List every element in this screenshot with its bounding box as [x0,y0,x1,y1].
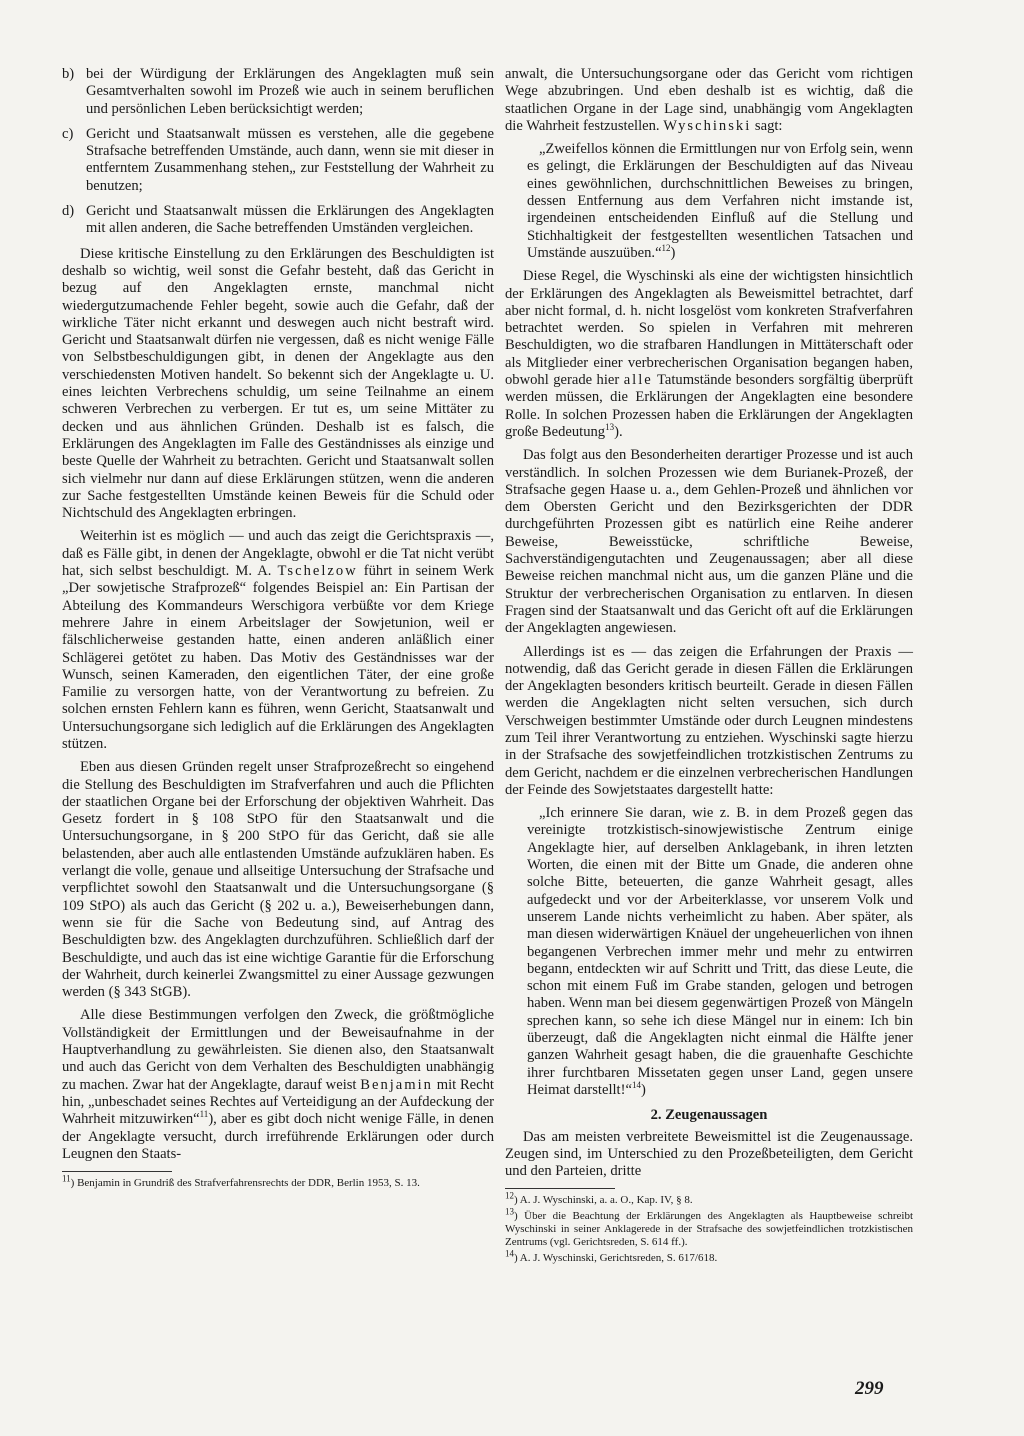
footnote [505,1206,913,1249]
paragraph: Das folgt aus den Besonderheiten derartiger Prozesse und ist auch verständlich. In solchen Prozessen wie dem Burianek-Prozeß, der Strafsache gegen Haase u. a., dem Gehlen-Prozeß und ähnlichen vor dem Obersten Gericht und den Bezirksgerichten der DDR durchgeführten Prozessen gibt es natürlich eine Reihe anderer Beweise, Beweisstücke, schriftliche Beweise, Sachverständigengutachten und Zeugenaussagen; aber all diese Beweise reichen manchmal nicht aus, um die ganzen Pläne und die Struktur der verbrecherischen Organisation zu entlarven. In diesen Fragen sind der Staatsanwalt und das Gericht oft auf die Erklärungen der Angeklagten angewiesen. [505,447,913,637]
text-run: anwalt, die Untersuchungsorgane oder das Gericht vom richtigen Wege abzubringen. Und eben deshalb ist es wichtig, daß die staatlichen Organe in der Lage sind, unabhängig vom Angeklagten die Wahrheit festzustellen. [505,66,913,134]
right-column [505,66,913,1268]
footnote-divider [62,1171,172,1172]
footnote-text: ) Benjamin in Grundriß des Strafverfahrensrechts der DDR, Berlin 1953, S. 13. [70,1177,420,1190]
page-number: 299 [855,1378,884,1399]
paragraph: Das am meisten verbreitete Beweismittel ist die Zeugenaussage. Zeugen sind, im Unterschied zu den Prozeßbeteiligten, dem Gericht und den Parteien, dritte [505,1128,913,1180]
author-name: Tschelzow [277,563,358,580]
left-column [62,66,494,1193]
footnote-number: 13 [505,1206,514,1217]
footnote [505,1190,913,1207]
list-text: Gericht und Staatsanwalt müssen es verstehen, alle die gegebene Strafsache betreffenden Umstände, auch dann, wenn sie mit dieser in entferntem Zusammenhang stehen„ zur Feststellung der Wahrheit zu benutzen; [86,125,494,194]
paragraph [62,528,494,753]
text-run: ) [640,1081,646,1098]
block-quote [527,141,913,262]
footnotes-right [505,1190,913,1265]
footnote-number: 12 [505,1190,514,1201]
list-marker: d) [62,203,75,220]
text-run: sagt: [751,117,783,134]
text-run: Weiterhin ist es möglich — und auch das zeigt die Gerichtspraxis —, daß es Fälle gibt, in denen der Angeklagte, obwohl er die Tat nicht verübt hat, sich selbst beschuldigt. M. A. [62,528,494,580]
footnote-ref: 14 [631,1080,641,1091]
text-run: ) [670,244,676,261]
paragraph: Diese kritische Einstellung zu den Erklärungen des Beschuldigten ist deshalb so wichtig, weil sonst die Gefahr besteht, daß das Gericht in bezug auf den Angeklagten ernste, manchmal nicht wiedergutzumachende Fehler begeht, sowie auch die Gefahr, daß der wirkliche Täter nicht erkannt und deswegen auch nicht bestraft wird. Gericht und Staatsanwalt dürfen nie vergessen, daß es nicht wenige Fälle von Selbstbeschuldigungen gibt, in denen der Angeklagte aus den verschiedensten Motiven handelt. So bekennt sich der Angeklagte u. U. eines leichten Verbrechens schuldig, um seine Teilnahme an einem schweren Verbrechen zu verbergen. Er tut es, um seine Mittäter zu decken und aus ähnlichen Gründen. Deshalb ist es falsch, die Erklärungen des Angeklagten im Falle des Geständnisses als einzige und beste Quelle der Wahrheit zu betrachten. Gericht und Staatsanwalt sollen sich vielmehr nur dann auf diese Erklärungen stützen, wenn die anderen zur Sache festgestellten Umstände keinen Beweis für die Schuld oder Nichtschuld des Angeklagten erbringen. [62,245,494,522]
footnote-text: ) A. J. Wyschinski, Gerichtsreden, S. 617/618. [514,1252,718,1265]
emphasis: alle [623,372,653,389]
footnote-text: ) Über die Beachtung der Erklärungen des Angeklagten als Hauptbeweise schreibt Wyschinski in seiner Anklagerede in der Strafsache des sowjetfeindlichen trotzkistischen Zentrums (vgl. Gerichtsreden, S. 614 ff.). [505,1210,913,1249]
text-run: Diese Regel, die Wyschinski als eine der wichtigsten hinsichtlich der Erklärungen des Angeklagten als Beweismittel betrachtet, darf aber nicht formal, d. h. nicht losgelöst vom konkreten Strafverfahren betrachtet werden. So spielen in Verfahren mit mehreren Beschuldigten, wo die strafbaren Handlungen in Mittäterschaft oder als Mitglieder einer verbrecherischen Organisation begangen haben, obwohl gerade hier [505,268,913,389]
text-run: mit Recht hin, „unbeschadet seines Rechtes auf Verteidigung an der Aufdeckung der Wahrheit mitzuwirken“ [62,1076,494,1128]
text-run: Alle diese Bestimmungen verfolgen den Zweck, die größtmögliche Vollständigkeit der Ermittlungen und der Beweisaufnahme in der Hauptverhandlung zu gewährleisten. Sie dienen also, den Staatsanwalt und auch das Gericht von dem Verhalten des Beschuldigten unabhängig zu machen. Zwar hat der Angeklagte, darauf weist [62,1007,494,1093]
author-name: Benjamin [360,1076,433,1093]
paragraph: Allerdings ist es — das zeigen die Erfahrungen der Praxis — notwendig, daß das Gericht gerade in diesen Fällen die Erklärungen der Angeklagten besonders kritisch beurteilt. Gerade in diesen Fällen werden die Angeklagten nicht selten versuchen, sich durch Verschweigen bestimmter Umstände oder durch Leugnen mindestens zum Teil ihrer Verantwortung zu entziehen. Wyschinski sagte hierzu in der Strafsache des sowjetfeindlichen trotzkistischen Zentrums zu dem Gericht, nachdem er die einzelnen verbrecherischen Handlungen der Feinde des Sowjetstaates dargestellt hatte: [505,643,913,798]
footnote-ref: 13 [605,422,615,433]
quote-text: „Ich erinnere Sie daran, wie z. B. in dem Prozeß gegen das vereinigte trotzkistisch-sinowjewistische Zentrum einige Angeklagte hier, auf derselben Anklagebank, in ihren letzten Worten, die einen mit der Bitte um Gnade, die anderen ohne solche Bitte, beteuerten, die ganze Wahrheit gesagt, alles aufgedeckt und vor der Arbeiterklasse, vor unserem Volk und unserem Lande nichts verheimlicht zu haben. Aber später, als man diesen widerwärtigen Knäuel der ungeheuerlichen von ihnen begangenen Verbrechen immer mehr und mehr zu entwirren begann, entdeckten wir auf Schritt und Tritt, das diese Leute, die schon mit einem Fuß im Grabe standen, gelogen und betrogen haben. Wenn man bei diesem gegenwärtigen Prozeß von Mängeln sprechen kann, so sehe ich diese Mängel nur in einem: Ich bin überzeugt, daß die Angeklagten nicht einmal die Hälfte jener ganzen Wahrheit gesagt haben, die die grauenhafte Geschichte ihrer furchtbaren Missetaten gegen unser Land, gegen unsere Heimat darstellt!“ [527,805,913,1098]
list-item [62,126,494,195]
paragraph [505,268,913,441]
list-text: bei der Würdigung der Erklärungen des Angeklagten muß sein Gesamtverhalten sowohl im Prozeß wie auch in seinem beruflichen und persönlichen Leben berücksichtigt werden; [86,66,494,117]
list-marker: b) [62,66,75,82]
footnote-text: ) A. J. Wyschinski, a. a. O., Kap. IV, § 8. [514,1194,693,1207]
paragraph: Eben aus diesen Gründen regelt unser Strafprozeßrecht so eingehend die Stellung des Beschuldigten im Strafverfahren und auch die Pflichten der staatlichen Organe bei der Erforschung der objektiven Wahrheit. Das Gesetz fordert in § 108 StPO für den Staatsanwalt und die Untersuchungsorgane, in § 200 StPO für das Gericht, daß sie alle belastenden, aber auch alle entlastenden Umstände aufzuklären haben. Es verlangt die volle, genaue und allseitige Untersuchung der Strafsache und verpflichtet sowohl den Staatsanwalt und die Untersuchungsorgane (§ 109 StPO) als auch das Gericht (§ 202 u. a.), Beweiserhebungen dann, wenn sie für die Sache von Bedeutung sind, auf Antrag des Beschuldigten bzw. des Angeklagten durchzuführen. Schließlich darf der Beschuldigte, und auch das ist eine wichtige Garantie für die Erforschung der Wahrheit, durch keinerlei Zwangsmittel zu einer Aussage gezwungen werden (§ 343 StGB). [62,759,494,1001]
text-run: ), aber es gibt doch nicht wenige Fälle, in denen der Angeklagte versucht, durch irreführende Erklärungen oder durch Leugnen den Staats- [62,1111,494,1162]
footnote-ref: 12 [661,243,671,254]
footnotes-left [62,1173,494,1190]
footnote [62,1173,494,1190]
list-marker: c) [62,125,74,142]
paragraph [62,1007,494,1163]
quote-text: „Zweifellos können die Ermittlungen nur von Erfolg sein, wenn es gelingt, die Erklärungen der Beschuldigten auf das Niveau eines gewöhnlichen, durchschnittlichen Beweises zu bringen, dessen Entfernung aus dem Verfahren nicht imstande ist, irgendeinen entscheidenden Einfluß auf die Stellung und Stichhaltigkeit der festgestellten wesentlichen Tatsachen und Umstände auszuüben.“ [527,141,913,261]
footnote-number: 11 [62,1173,71,1184]
section-heading: 2. Zeugenaussagen [650,1107,768,1124]
text-run: führt in seinem Werk „Der sowjetische Strafprozeß“ folgendes Beispiel an: Ein Partisan der Abteilung des Kommandeurs Werschigora verbüßte vor dem Kriege mehrere Jahre in einem Arbeitslager der Sowjetunion, weil er fälschlicherweise gestanden hatte, einen anderen anläßlich einer Schlägerei getötet zu haben. Das Motiv des Geständnisses war der Wunsch, seinen Kameraden, den eigentlichen Täter, der eine große Familie zu versorgen hatte, von der Verantwortung zu befreien. Zu solchen ernsten Fehlern kann es führen, wenn Gericht, Staatsanwalt und Untersuchungsorgane sich lediglich auf die Erklärungen des Angeklagten stützen. [62,563,494,752]
footnote-ref: 11 [199,1109,209,1120]
author-name: Wyschinski [663,117,752,134]
list-item [62,203,494,238]
footnote-number: 14 [505,1248,514,1259]
text-run: ). [614,423,623,440]
list-text: Gericht und Staatsanwalt müssen die Erklärungen des Angeklagten mit allen anderen, die Sache betreffenden Umständen vergleichen. [86,203,494,237]
list-item [62,66,494,118]
text-run: Tatumstände besonders sorgfältig überprüft werden müssen, die Erklärungen der Angeklagten eine besondere Rolle. In solchen Prozessen haben die Erklärungen der Angeklagten große Bedeutung [505,372,913,440]
block-quote [527,805,913,1099]
footnote [505,1248,913,1265]
paragraph [505,66,913,135]
footnote-divider [505,1188,615,1189]
